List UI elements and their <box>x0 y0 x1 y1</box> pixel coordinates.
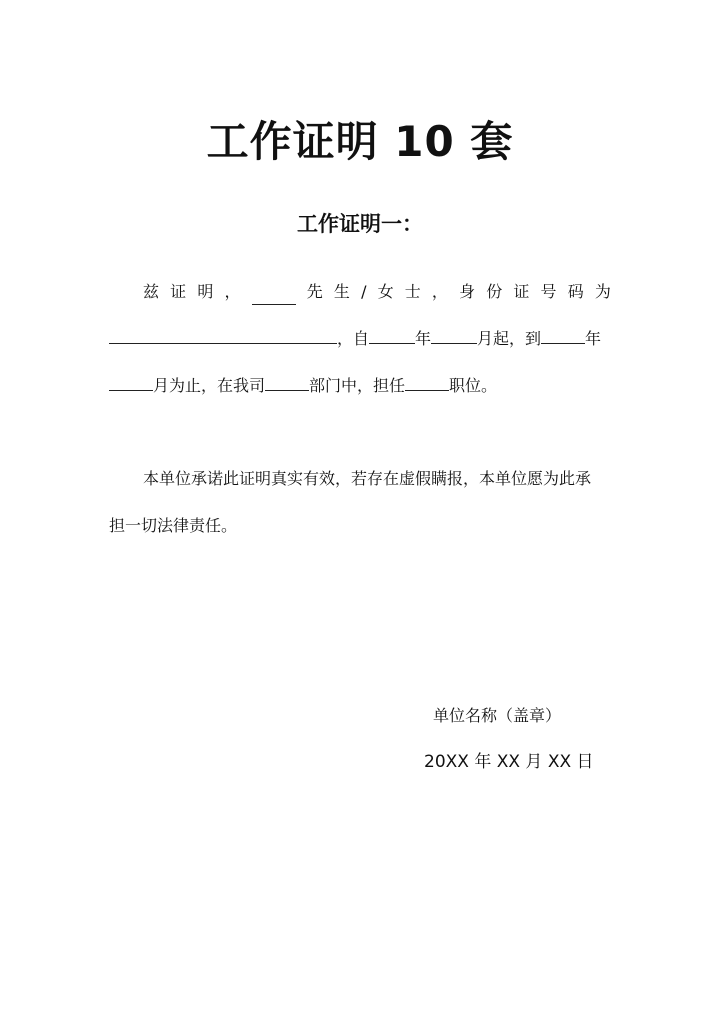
text-segment: 月为止，在我司 <box>153 376 266 395</box>
text-char: 码 <box>567 282 584 301</box>
text-char: 兹 <box>143 282 160 301</box>
text-char: ， <box>431 282 448 301</box>
text-char: / <box>361 282 367 301</box>
commitment-line-1: 本单位承诺此证明真实有效，若存在虚假瞒报，本单位愿为此承 <box>143 469 592 488</box>
start-month-blank <box>431 325 477 344</box>
commitment-line-2: 担一切法律责任。 <box>109 516 238 535</box>
text-char: 生 <box>333 282 350 301</box>
text-char: 号 <box>540 282 557 301</box>
text-char: 身 <box>459 282 476 301</box>
signature-date: 20XX 年 XX 月 XX 日 <box>424 752 594 772</box>
end-year-blank <box>541 325 585 344</box>
text-segment: 部门中，担任 <box>309 376 406 395</box>
text-char: ， <box>224 282 241 301</box>
text-char: 证 <box>513 282 530 301</box>
text-segment: ，自 <box>337 329 370 348</box>
section-title: 工作证明一： <box>297 212 423 236</box>
text-char: 为 <box>594 282 611 301</box>
text-char: 明 <box>197 282 214 301</box>
text-segment: 年 <box>415 329 432 348</box>
certify-line-1 <box>143 279 611 305</box>
certify-line-3 <box>109 372 497 399</box>
department-blank <box>265 372 309 391</box>
unit-name-seal: 单位名称（盖章） <box>433 706 562 725</box>
text-segment: 月起，到 <box>477 329 542 348</box>
document-title: 工作证明 10 套 <box>206 117 514 166</box>
id-number-blank <box>109 325 337 344</box>
text-char: 证 <box>170 282 187 301</box>
text-char: 先 <box>306 282 323 301</box>
start-year-blank <box>369 325 415 344</box>
name-blank <box>252 286 296 305</box>
text-segment: 年 <box>585 329 602 348</box>
position-blank <box>405 372 449 391</box>
text-segment: 职位。 <box>449 376 498 395</box>
text-char: 女 <box>377 282 394 301</box>
certify-line-2 <box>109 325 601 352</box>
end-month-blank <box>109 372 153 391</box>
text-char: 份 <box>486 282 503 301</box>
text-char: 士 <box>404 282 421 301</box>
